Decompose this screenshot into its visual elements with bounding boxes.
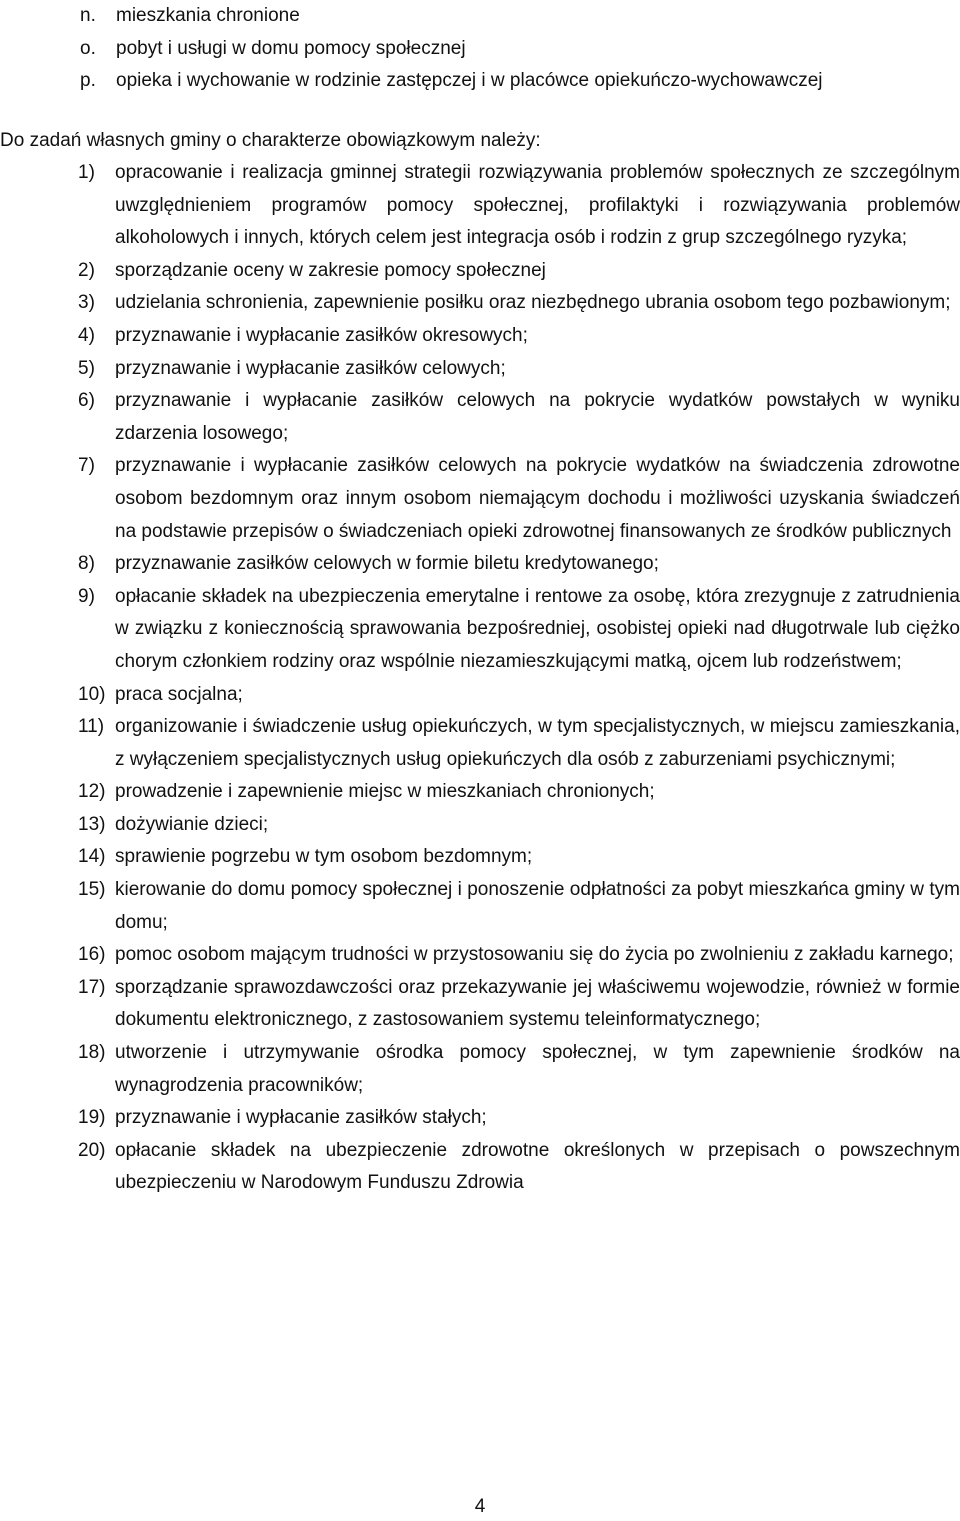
list-item-text: sprawienie pogrzebu w tym osobom bezdomnym; xyxy=(115,846,533,868)
list-marker: 10) xyxy=(78,683,106,705)
list-item xyxy=(78,255,960,288)
list-item-text: sporządzanie oceny w zakresie pomocy społecznej xyxy=(115,259,546,281)
list-marker: 8) xyxy=(78,553,95,575)
list-item xyxy=(78,581,960,679)
list-marker: 15) xyxy=(78,879,106,901)
list-item-text: opłacanie składek na ubezpieczenie zdrowotne określonych w przepisach o powszechnym ubezpieczeniu w Narodowym Funduszu Zdrowia xyxy=(115,1139,960,1194)
list-item xyxy=(78,679,960,712)
duties-list xyxy=(78,157,960,1200)
list-item xyxy=(78,972,960,1037)
list-marker: 20) xyxy=(78,1139,106,1161)
list-item-text: opieka i wychowanie w rodzinie zastępczej i w placówce opiekuńczo-wychowawczej xyxy=(116,70,823,91)
list-item xyxy=(80,65,940,98)
list-item xyxy=(78,450,960,548)
list-item-text: praca socjalna; xyxy=(115,683,243,705)
list-item-text: przyznawanie zasiłków celowych w formie biletu kredytowanego; xyxy=(115,553,659,575)
list-item xyxy=(80,0,940,33)
list-marker: p. xyxy=(80,70,96,91)
list-item-text: udzielania schronienia, zapewnienie posiłku oraz niezbędnego ubrania osobom tego pozbawionym; xyxy=(115,292,951,314)
list-item-text: przyznawanie i wypłacanie zasiłków celowych; xyxy=(115,357,506,379)
list-item-text: sporządzanie sprawozdawczości oraz przekazywanie jej właściwemu wojewodzie, również w formie dokumentu elektronicznego, z zastosowaniem systemu teleinformatycznego; xyxy=(115,976,960,1031)
list-item-text: przyznawanie i wypłacanie zasiłków stałych; xyxy=(115,1107,487,1129)
list-marker: 5) xyxy=(78,357,95,379)
list-item xyxy=(78,711,960,776)
list-marker: 2) xyxy=(78,259,95,281)
list-item xyxy=(78,841,960,874)
list-item xyxy=(78,548,960,581)
list-item xyxy=(78,1037,960,1102)
list-marker: 6) xyxy=(78,390,95,412)
list-item-text: kierowanie do domu pomocy społecznej i ponoszenie odpłatności za pobyt mieszkańca gminy w tym domu; xyxy=(115,879,960,933)
list-item-text: dożywianie dzieci; xyxy=(115,813,269,835)
list-item-text: pobyt i usługi w domu pomocy społecznej xyxy=(116,37,466,59)
list-item xyxy=(78,385,960,450)
list-item xyxy=(78,320,960,353)
list-marker: 17) xyxy=(78,976,106,998)
list-marker: n. xyxy=(80,5,96,26)
list-marker: 7) xyxy=(78,455,95,477)
list-item xyxy=(78,1102,960,1135)
list-item-text: prowadzenie i zapewnienie miejsc w mieszkaniach chronionych; xyxy=(115,781,655,803)
page-number: 4 xyxy=(474,1496,486,1517)
list-item xyxy=(80,33,940,66)
list-item-text: utworzenie i utrzymywanie ośrodka pomocy społecznej, w tym zapewnienie środków na wynagrodzenia pracowników; xyxy=(115,1042,960,1096)
list-marker: o. xyxy=(80,37,96,59)
list-item xyxy=(78,874,960,939)
list-marker: 18) xyxy=(78,1042,106,1064)
list-item-text: opłacanie składek na ubezpieczenia emerytalne i rentowe za osobę, która zrezygnuje z zatrudnienia w związku z koniecznością sprawowania bezpośredniej, osobistej opieki nad długotrwale lub ciężko chorym członkiem rodziny oraz wspólnie niezamieszkującymi matką, ojcem lub rodzeństwem; xyxy=(115,585,960,672)
list-marker: 11) xyxy=(78,716,105,738)
list-item xyxy=(78,1135,960,1200)
list-item xyxy=(78,939,960,972)
list-item-text: organizowanie i świadczenie usług opiekuńczych, w tym specjalistycznych, w miejscu zamieszkania, z wyłączeniem specjalistycznych usług opiekuńczych dla osób z zaburzeniami psychicznymi; xyxy=(115,716,960,770)
list-item-text: mieszkania chronione xyxy=(116,5,300,26)
section-intro: Do zadań własnych gminy o charakterze obowiązkowym należy: xyxy=(0,130,541,151)
list-marker: 1) xyxy=(78,162,95,183)
list-item-text: przyznawanie i wypłacanie zasiłków celowych na pokrycie wydatków powstałych w wyniku zdarzenia losowego; xyxy=(115,390,960,444)
list-marker: 19) xyxy=(78,1107,106,1129)
list-item-text: przyznawanie i wypłacanie zasiłków celowych na pokrycie wydatków na świadczenia zdrowotne osobom bezdomnym oraz innym osobom niemającym dochodu i możliwości uzyskania świadczeń na podstawie przepisów o świadczeniach opieki zdrowotnej finansowanych ze środków publicznych xyxy=(115,455,960,542)
list-item-text: opracowanie i realizacja gminnej strategii rozwiązywania problemów społecznych ze szczególnym uwzględnieniem programów pomocy społecznej, profilaktyki i rozwiązywania problemów alkoholowych i innych, których celem jest integracja osób i rodzin z grup szczególnego ryzyka; xyxy=(115,162,960,249)
list-marker: 12) xyxy=(78,781,106,803)
list-item-text: pomoc osobom mającym trudności w przystosowaniu się do życia po zwolnieniu z zakładu karnego; xyxy=(115,944,954,966)
list-marker: 3) xyxy=(78,292,95,314)
lettered-list xyxy=(80,0,940,98)
list-marker: 14) xyxy=(78,846,106,868)
list-marker: 13) xyxy=(78,813,106,835)
list-item xyxy=(78,809,960,842)
list-marker: 9) xyxy=(78,585,95,607)
list-item xyxy=(78,776,960,809)
list-marker: 16) xyxy=(78,944,106,966)
list-item-text: przyznawanie i wypłacanie zasiłków okresowych; xyxy=(115,324,528,346)
list-item xyxy=(78,157,960,255)
list-item xyxy=(78,353,960,386)
list-item xyxy=(78,287,960,320)
list-marker: 4) xyxy=(78,324,95,346)
